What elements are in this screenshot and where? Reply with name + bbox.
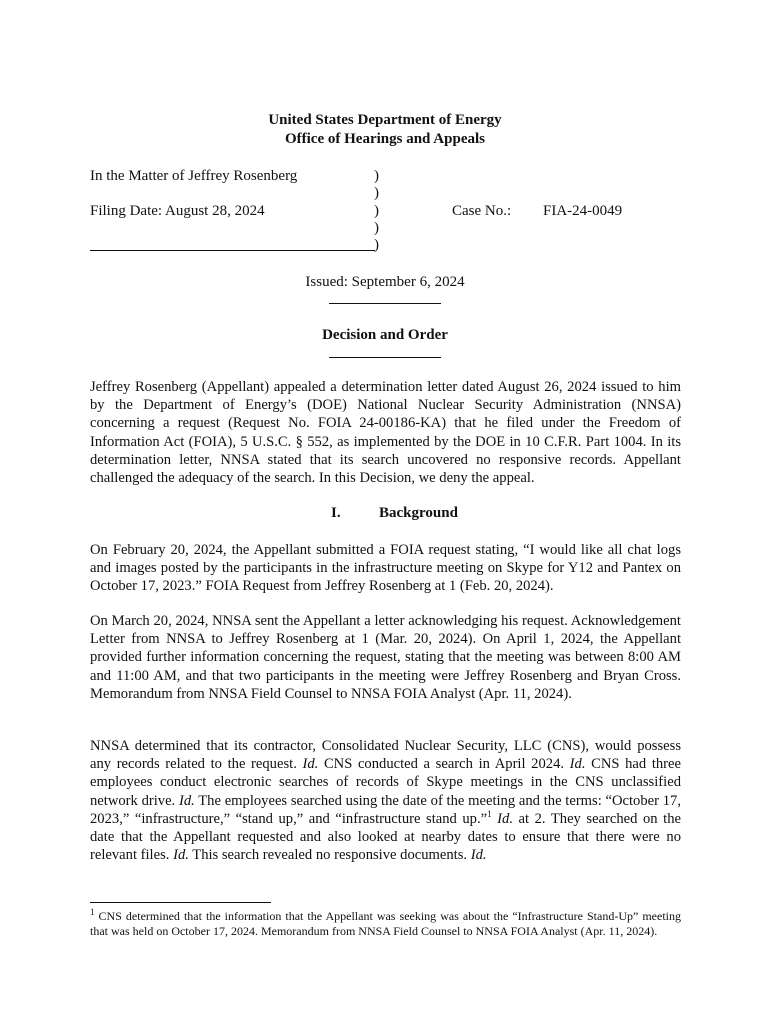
id-citation: Id. <box>178 792 195 809</box>
id-citation: Id. <box>470 847 487 864</box>
id-citation: Id. <box>569 756 586 773</box>
section-heading: Background <box>379 505 458 521</box>
background-paragraph-2: On March 20, 2024, NNSA sent the Appellant a letter acknowledging his request. Acknowledgement Letter from NNSA to Jeffrey Rosenberg at 1 (Mar. 20, 2024). On April 1, 2024, the Appellant provided further information concerning the request, stating that the meeting was between 8:00 AM and 11:00 AM, and that two participants in the meeting were Jeffrey Rosenberg and Bryan Cross. Memorandum from NNSA Field Counsel to NNSA FOIA Analyst (Apr. 11, 2024). <box>90 613 681 702</box>
footnote-reference[interactable]: 1 <box>487 808 492 819</box>
footnote-separator <box>90 902 271 903</box>
footnote <box>90 909 681 939</box>
issued-date: Issued: September 6, 2024 <box>305 274 465 290</box>
caption-paren: ) <box>374 168 379 184</box>
p3-text: The employees searched using the date of the meeting and the terms: “October 17, 2023,” “infrastructure,” “stand up,” and “infrastructure stand up.” <box>90 792 681 827</box>
filing-date: Filing Date: August 28, 2024 <box>90 203 265 219</box>
case-number: FIA-24-0049 <box>543 203 623 219</box>
background-paragraph-3 <box>90 737 681 864</box>
divider <box>329 303 441 304</box>
p3-text: NNSA determined that its contractor, Consolidated Nuclear Security, LLC (CNS), would possess any records related to the request. <box>90 738 681 773</box>
p3-text: CNS conducted a search in April 2024. <box>323 756 565 773</box>
caption-paren: ) <box>374 237 379 253</box>
divider <box>329 357 441 358</box>
background-paragraph-1: On February 20, 2024, the Appellant submitted a FOIA request stating, “I would like all chat logs and images posted by the participants in the infrastructure meeting on Skype for Y12 and Pantex on October 17, 2023.” FOIA Request from Jeffrey Rosenberg at 1 (Feb. 20, 2024). <box>90 542 681 595</box>
p3-text: at 2. They searched on the date that the Appellant requested and also looked at nearby dates to ensure that there were no relevant files. <box>90 810 681 864</box>
p3-text: This search revealed no responsive documents. <box>192 847 468 864</box>
caption-paren: ) <box>374 220 379 236</box>
agency-name: United States Department of Energy <box>268 112 502 128</box>
intro-paragraph: Jeffrey Rosenberg (Appellant) appealed a determination letter dated August 26, 2024 issued to him by the Department of Energy’s (DOE) National Nuclear Security Administration (NNSA) concerning a request (Request No. FOIA 24-00186-KA) that he filed under the Freedom of Information Act (FOIA), 5 U.S.C. § 552, as implemented by the DOE in 10 C.F.R. Part 1004. In its determination letter, NNSA stated that its search uncovered no responsive records. Appellant challenged the adequacy of the search. In this Decision, we deny the appeal. <box>90 379 681 487</box>
caption-paren: ) <box>374 185 379 201</box>
matter-line: In the Matter of Jeffrey Rosenberg <box>90 168 298 184</box>
case-number-label: Case No.: <box>452 203 512 219</box>
footnote-mark: 1 <box>90 907 95 917</box>
id-citation: Id. <box>173 847 189 864</box>
document-title: Decision and Order <box>322 327 448 343</box>
id-citation: Id. <box>497 810 513 827</box>
office-name: Office of Hearings and Appeals <box>284 131 485 147</box>
caption-underline <box>90 250 375 251</box>
footnote-text: CNS determined that the information that the Appellant was seeking was about the “Infrastructure Stand-Up” meeting that was held on October 17, 2024. Memorandum from NNSA Field Counsel to NNSA FOIA Analyst (Apr. 11, 2024). <box>90 909 682 938</box>
id-citation: Id. <box>302 756 319 773</box>
section-numeral: I. <box>331 505 341 521</box>
p3-text: CNS had three employees conduct electronic searches of records of Skype meetings in the CNS unclassified network drive. <box>90 756 681 809</box>
caption-paren: ) <box>374 203 379 219</box>
